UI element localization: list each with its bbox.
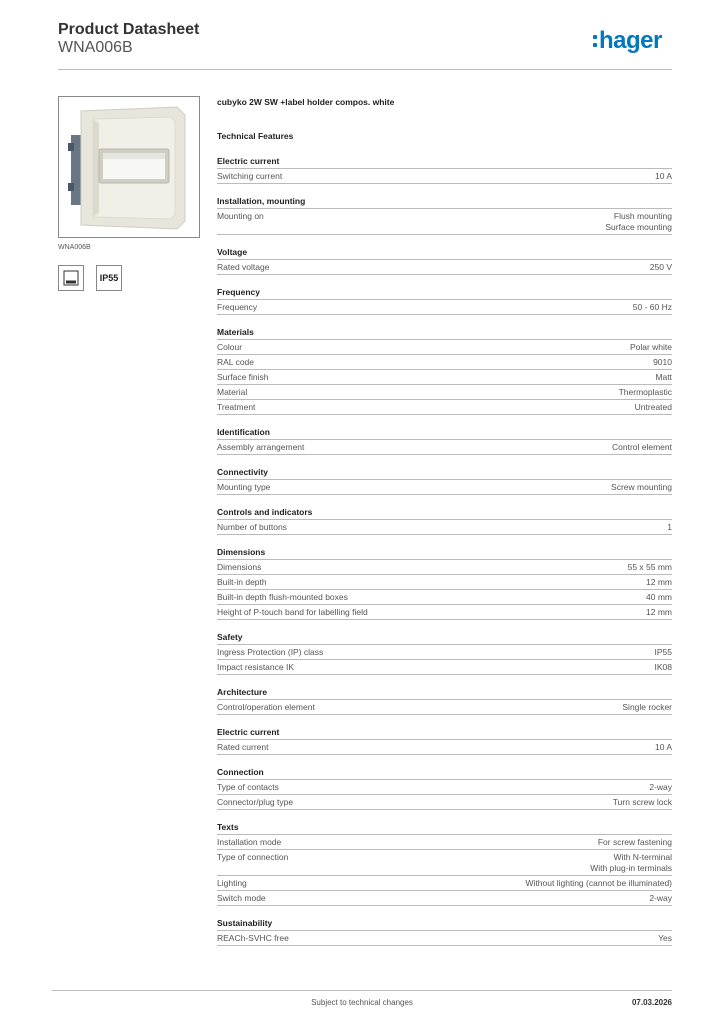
spec-section: [217, 245, 672, 275]
spec-row: [217, 300, 672, 315]
spec-value: 2-way: [649, 782, 672, 792]
spec-label: Colour: [217, 342, 243, 352]
spec-label: Control/operation element: [217, 702, 315, 712]
spec-row: [217, 891, 672, 906]
spec-section: [217, 820, 672, 906]
section-title: Electric current: [217, 725, 672, 740]
spec-row: [217, 876, 672, 891]
section-title: Sustainability: [217, 916, 672, 931]
spec-value: Screw mounting: [611, 482, 672, 492]
footer-date: 07.03.2026: [631, 998, 672, 1007]
spec-section: [217, 916, 672, 946]
ip-rating-badge: [96, 265, 122, 291]
spec-section: [217, 545, 672, 620]
spec-sections: [217, 154, 672, 946]
spec-row: [217, 575, 672, 590]
section-title: Dimensions: [217, 545, 672, 560]
spec-row: [217, 560, 672, 575]
spec-section: [217, 325, 672, 415]
spec-label: Material: [217, 387, 248, 397]
footer-divider: [52, 990, 672, 991]
spec-row: [217, 340, 672, 355]
spec-row: [217, 480, 672, 495]
spec-row: [217, 400, 672, 415]
spec-label: Switching current: [217, 171, 283, 181]
spec-row: [217, 370, 672, 385]
spec-value: IK08: [654, 662, 672, 672]
spec-value: Flush mounting Surface mounting: [605, 211, 672, 232]
flush-mounting-icon: [62, 269, 80, 287]
spec-label: Height of P-touch band for labelling field: [217, 607, 368, 617]
spec-row: [217, 605, 672, 620]
spec-label: RAL code: [217, 357, 255, 367]
spec-section: [217, 685, 672, 715]
spec-row: [217, 740, 672, 755]
section-title: Controls and indicators: [217, 505, 672, 520]
section-title: Texts: [217, 820, 672, 835]
spec-label: Lighting: [217, 878, 247, 888]
spec-row: [217, 169, 672, 184]
spec-label: REACh-SVHC free: [217, 933, 289, 943]
spec-value: 2-way: [649, 893, 672, 903]
spec-value: 250 V: [649, 262, 672, 272]
spec-value: 10 A: [654, 171, 672, 181]
spec-section: [217, 285, 672, 315]
spec-label: Mounting on: [217, 211, 264, 221]
spec-value: Matt: [655, 372, 672, 382]
spec-section: [217, 505, 672, 535]
spec-row: [217, 590, 672, 605]
spec-label: Dimensions: [217, 562, 262, 572]
section-title: Connection: [217, 765, 672, 780]
spec-value: Untreated: [634, 402, 672, 412]
spec-label: Type of connection: [217, 852, 289, 862]
spec-label: Impact resistance IK: [217, 662, 295, 672]
spec-row: [217, 440, 672, 455]
spec-section: [217, 465, 672, 495]
spec-content: [217, 96, 672, 956]
section-title: Connectivity: [217, 465, 672, 480]
spec-value: 55 x 55 mm: [627, 562, 672, 572]
spec-row: [217, 795, 672, 810]
spec-row: [217, 209, 672, 235]
product-title: cubyko 2W SW +label holder compos. white: [217, 97, 395, 107]
spec-row: [217, 835, 672, 850]
section-title: Safety: [217, 630, 672, 645]
spec-value: 12 mm: [646, 607, 672, 617]
datasheet-product-code: WNA006B: [58, 39, 133, 56]
spec-label: Built-in depth flush-mounted boxes: [217, 592, 348, 602]
section-title: Identification: [217, 425, 672, 440]
spec-row: [217, 645, 672, 660]
spec-label: Connector/plug type: [217, 797, 294, 807]
spec-value: Control element: [611, 442, 672, 452]
spec-row: [217, 520, 672, 535]
spec-section: [217, 725, 672, 755]
spec-section: [217, 425, 672, 455]
spec-label: Assembly arrangement: [217, 442, 305, 452]
spec-label: Type of contacts: [217, 782, 279, 792]
spec-value: Turn screw lock: [612, 797, 672, 807]
ip-rating-label: IP55: [99, 273, 119, 283]
spec-value: Thermoplastic: [618, 387, 672, 397]
spec-value: Single rocker: [622, 702, 672, 712]
section-title: Electric current: [217, 154, 672, 169]
spec-value: With N-terminal With plug-in terminals: [590, 852, 672, 873]
spec-row: [217, 355, 672, 370]
spec-value: For screw fastening: [597, 837, 672, 847]
logo-dots-icon: [593, 35, 597, 47]
spec-value: IP55: [654, 647, 672, 657]
datasheet-title: Product Datasheet: [58, 21, 200, 38]
section-title: Installation, mounting: [217, 194, 672, 209]
spec-row: [217, 850, 672, 876]
spec-row: [217, 260, 672, 275]
spec-value: Polar white: [629, 342, 672, 352]
spec-value: 10 A: [654, 742, 672, 752]
section-title: Architecture: [217, 685, 672, 700]
header-divider: [58, 69, 672, 70]
footer-note: Subject to technical changes: [311, 998, 413, 1007]
spec-row: [217, 700, 672, 715]
spec-label: Rated voltage: [217, 262, 270, 272]
spec-row: [217, 660, 672, 675]
spec-row: [217, 780, 672, 795]
technical-features-heading: Technical Features: [217, 131, 294, 141]
spec-label: Surface finish: [217, 372, 269, 382]
spec-label: Switch mode: [217, 893, 266, 903]
spec-section: [217, 630, 672, 675]
image-caption: WNA006B: [58, 244, 91, 251]
spec-label: Built-in depth: [217, 577, 267, 587]
spec-label: Number of buttons: [217, 522, 287, 532]
product-image: [58, 96, 200, 238]
spec-label: Installation mode: [217, 837, 282, 847]
logo-text: hager: [599, 27, 662, 54]
flush-mounting-box: [58, 265, 84, 291]
spec-label: Ingress Protection (IP) class: [217, 647, 324, 657]
spec-section: [217, 154, 672, 184]
spec-value: 40 mm: [646, 592, 672, 602]
spec-label: Mounting type: [217, 482, 271, 492]
spec-value: 12 mm: [646, 577, 672, 587]
spec-label: Frequency: [217, 302, 258, 312]
spec-row: [217, 931, 672, 946]
section-title: Materials: [217, 325, 672, 340]
spec-value: 1: [667, 522, 672, 532]
spec-label: Treatment: [217, 402, 256, 412]
spec-value: Yes: [658, 933, 672, 943]
spec-value: Without lighting (cannot be illuminated): [525, 878, 672, 888]
spec-row: [217, 385, 672, 400]
spec-label: Rated current: [217, 742, 269, 752]
section-title: Frequency: [217, 285, 672, 300]
hager-logo: [593, 27, 662, 55]
section-title: Voltage: [217, 245, 672, 260]
spec-section: [217, 194, 672, 235]
spec-value: 50 - 60 Hz: [632, 302, 672, 312]
spec-section: [217, 765, 672, 810]
spec-value: 9010: [653, 357, 672, 367]
